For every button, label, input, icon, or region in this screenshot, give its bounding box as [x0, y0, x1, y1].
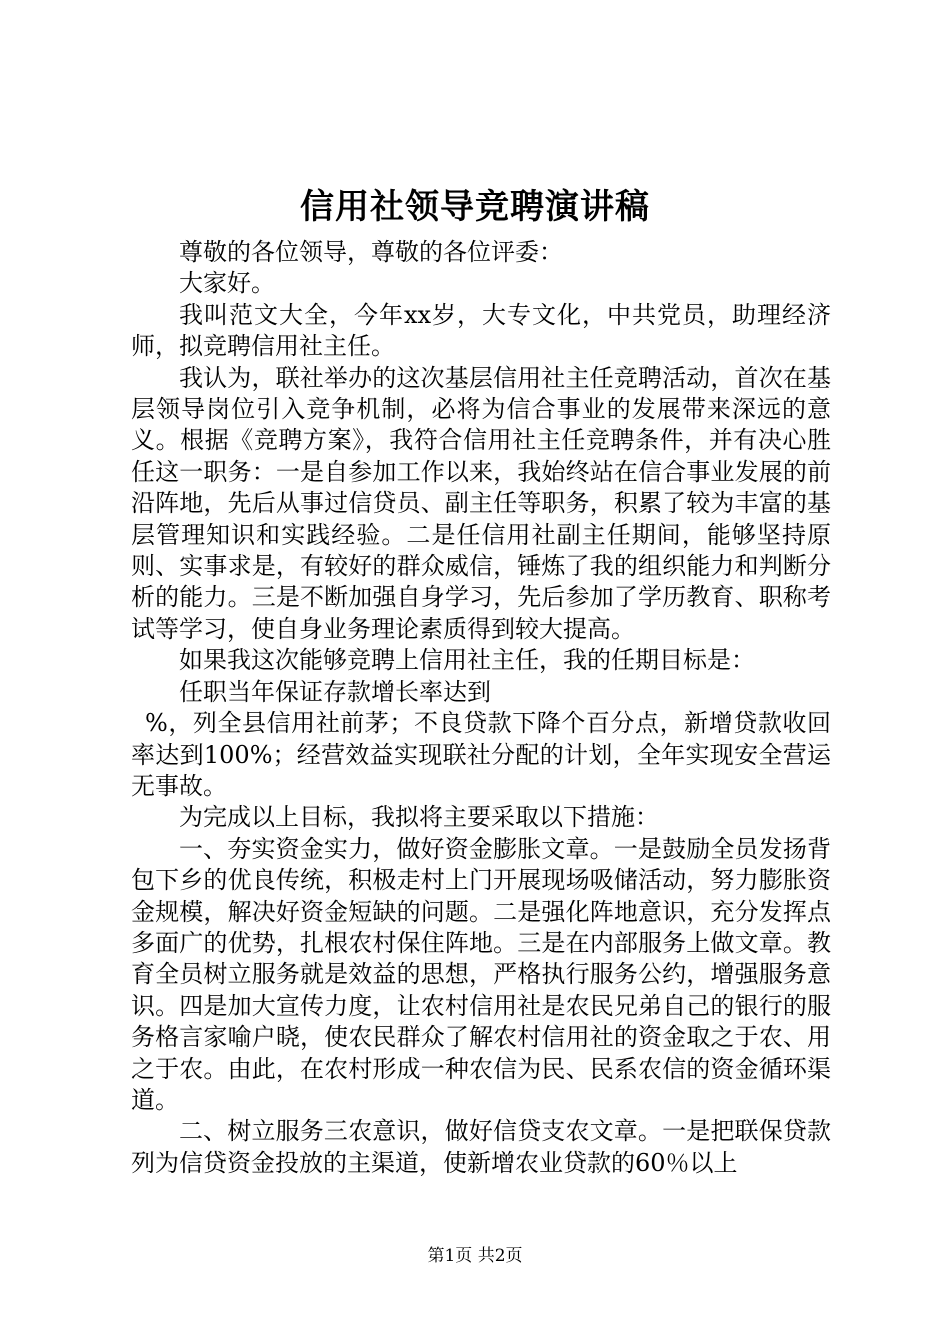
paragraph-salutation: 尊敬的各位领导，尊敬的各位评委：	[179, 238, 563, 266]
paragraph-measure-one: 一、夯实资金实力，做好资金膨胀文章。一是鼓励全员发扬背包下乡的优良传统，积极走村上门开展现场吸储活动，努力膨胀资金规模，解决好资金短缺的问题。二是强化阵地意识，充分发挥点多面广的优势，扎根农村保住阵地。三是在内部服务上做文章。教育全员树立服务就是效益的思想，严格执行服务公约，增强服务意识。四是加大宣传力度，让农村信用社是农民兄弟自己的银行的服务格言家喻户晓，使农民群众了解农村信用社的资金取之于农、用之于农。由此，在农村形成一种农信为民、民系农信的资金循环渠道。	[131, 834, 831, 1114]
paragraph-self-intro: 我叫范文大全，今年xx岁，大专文化，中共党员，助理经济师，拟竞聘信用社主任。	[131, 300, 831, 361]
paragraph-greeting: 大家好。	[179, 269, 275, 298]
paragraph-goal-details: %，列全县信用社前茅；不良贷款下降个百分点，新增贷款收回率达到100%；经营效益实现联社分配的计划，全年实现安全营运无事故。	[131, 709, 831, 800]
paragraph-qualifications: 我认为，联社举办的这次基层信用社主任竞聘活动，首次在基层领导岗位引入竞争机制，必将为信合事业的发展带来深远的意义。根据《竞聘方案》，我符合信用社主任竞聘条件，并有决心胜任这一职务：一是自参加工作以来，我始终站在信合事业发展的前沿阵地，先后从事过信贷员、副主任等职务，积累了较为丰富的基层管理知识和实践经验。二是任信用社副主任期间，能够坚持原则、实事求是，有较好的群众威信，锤炼了我的组织能力和判断分析的能力。三是不断加强自身学习，先后参加了学历教育、职称考试等学习，使自身业务理论素质得到较大提高。	[131, 363, 831, 643]
paragraph-goals-intro: 如果我这次能够竞聘上信用社主任，我的任期目标是：	[179, 646, 755, 675]
paragraph-measures-intro: 为完成以上目标，我拟将主要采取以下措施：	[179, 803, 659, 832]
paragraph-goal-deposit: 任职当年保证存款增长率达到	[179, 677, 491, 706]
document-body	[131, 237, 831, 1179]
paragraph-measure-two: 二、树立服务三农意识，做好信贷支农文章。一是把联保贷款列为信贷资金投放的主渠道，使新增农业贷款的60％以上	[131, 1117, 831, 1177]
document-title: 信用社领导竞聘演讲稿	[300, 187, 650, 227]
page-footer: 第1页 共2页	[427, 1246, 523, 1266]
